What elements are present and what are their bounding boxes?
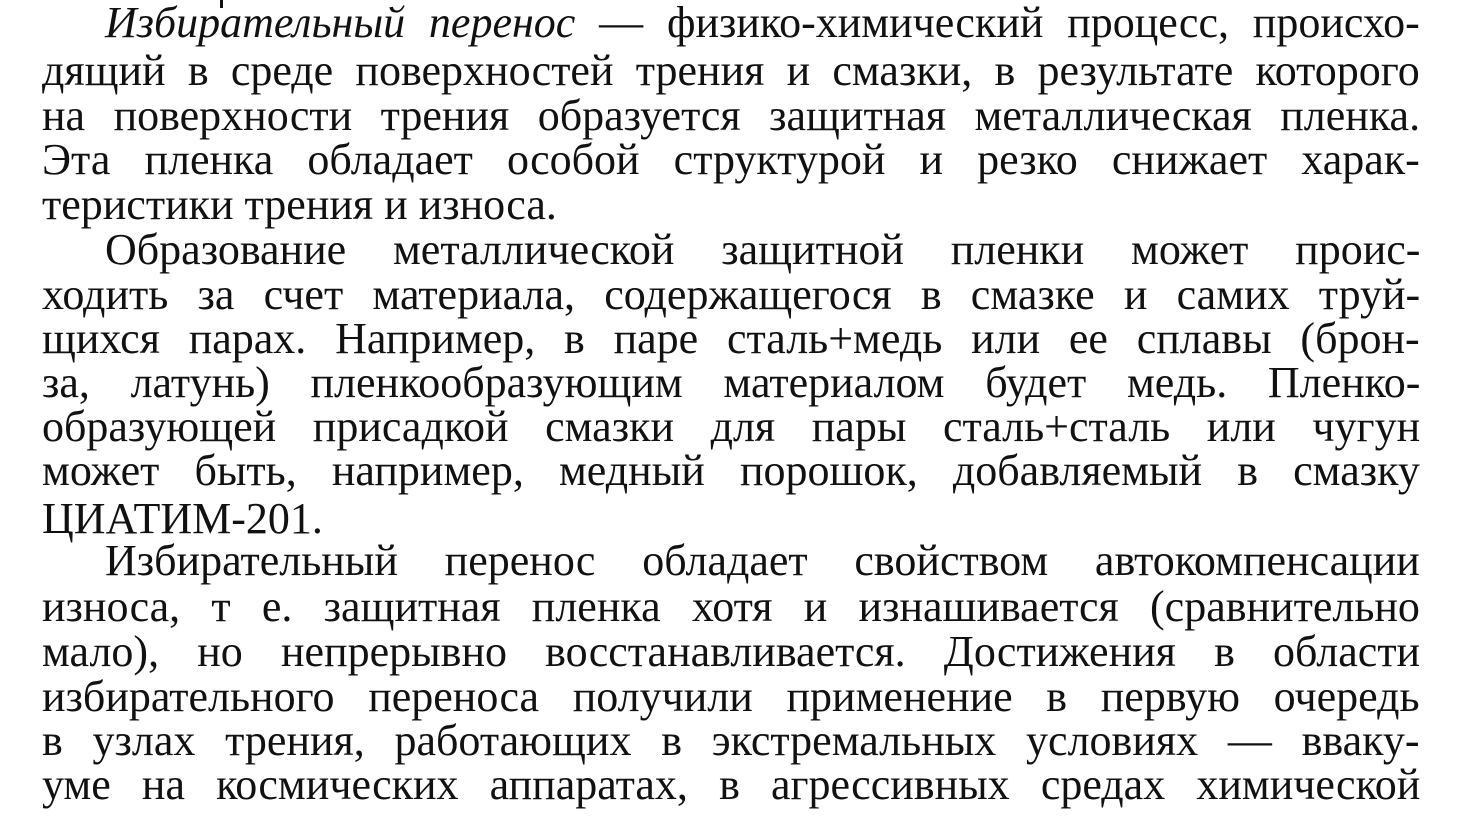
line-text: дящий в среде поверхностей трения и смазки, в результате которого	[42, 46, 1420, 95]
line-text: ходить за счет материала, содержащегося в смазке и самих труй-	[42, 270, 1421, 319]
line-text: на поверхности трения образуется защитная металлическая пленка.	[42, 91, 1421, 140]
line-text: теристики трения и износа.	[42, 180, 557, 229]
line-text: в узлах трения, работающих в экстремальных условиях — вваку-	[42, 716, 1420, 765]
text-line	[42, 716, 1420, 766]
line-text: может быть, например, медный порошок, добавляемый в смазку	[42, 446, 1420, 495]
line-text: образующей присадкой смазки для пары сталь+сталь или чугун	[42, 402, 1421, 451]
line-text: Образование металлической защитной пленки может проис-	[105, 225, 1421, 274]
line-text: износа, т е. защитная пленка хотя и изнашивается (сравнительно	[42, 582, 1420, 631]
line-text: за, латунь) пленкообразующим материалом будет медь. Пленко-	[42, 358, 1421, 407]
line-text: мало), но непрерывно восстанавливается. Достижения в области	[42, 627, 1421, 676]
line-text: щихся парах. Например, в паре сталь+медь или ее сплавы (брон-	[42, 314, 1420, 363]
text-line	[42, 627, 1420, 677]
line-text: уме на космических аппаратах, в агрессивных средах химической	[42, 760, 1421, 809]
line-text: — физико-химический процесс, происхо-	[575, 0, 1420, 47]
text-line	[42, 582, 1420, 632]
text-line	[42, 672, 1420, 722]
text-line	[105, 536, 1420, 586]
line-text: избирательного переноса получили применение в первую очередь	[42, 672, 1420, 721]
line-text: Эта пленка обладает особой структурой и резко снижает харак-	[42, 135, 1420, 184]
text-line	[42, 760, 1420, 810]
line-text: Избирательный перенос обладает свойством автокомпенсации	[105, 536, 1420, 585]
term-emphasis: Избирательный перенос	[105, 0, 576, 47]
line-text: ЦИАТИМ-201.	[42, 494, 323, 543]
